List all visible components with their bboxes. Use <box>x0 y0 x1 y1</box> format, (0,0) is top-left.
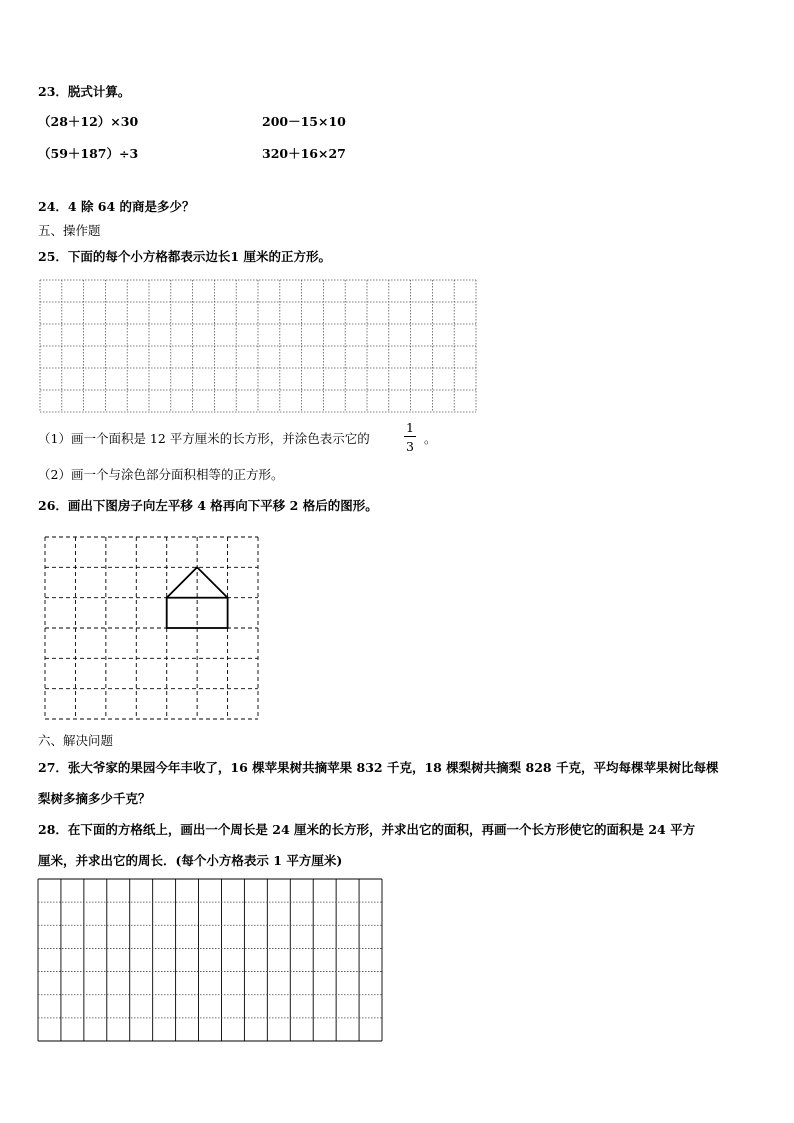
q26-title: 26．画出下图房子向左平移 4 格再向下平移 2 格后的图形。 <box>38 498 378 513</box>
fraction-bar <box>404 436 416 437</box>
q23-expr-3: （59＋187）÷3 <box>38 146 139 161</box>
q25-grid <box>40 280 476 412</box>
q23-expr-2: 200－15×10 <box>262 114 346 129</box>
section-5-title: 五、操作题 <box>38 223 101 238</box>
q25-sub2-text: （2）画一个与涂色部分面积相等的正方形。 <box>38 467 284 482</box>
q25-sub1-text: （1）画一个面积是 12 平方厘米的长方形，并涂色表示它的 <box>38 431 370 446</box>
house-figure <box>167 567 228 628</box>
q26-grid <box>45 537 258 719</box>
fraction-denominator: 3 <box>406 439 414 454</box>
q28-line-1: 28．在下面的方格纸上，画出一个周长是 24 厘米的长方形，并求出它的面积，再画一个长方形使它的面积是 24 平方 <box>38 822 696 837</box>
q27-line-1: 27．张大爷家的果园今年丰收了，16 棵苹果树共摘苹果 832 千克，18 棵梨树共摘梨 828 千克，平均每棵苹果树比每棵 <box>38 760 719 775</box>
q23-title: 23．脱式计算。 <box>38 84 131 99</box>
q28-grid <box>38 879 382 1041</box>
q23-expr-1: （28＋12）×30 <box>38 114 139 129</box>
section-6-title: 六、解决问题 <box>38 733 114 748</box>
q24-title: 24．4 除 64 的商是多少？ <box>38 199 195 214</box>
q27-line-2: 梨树多摘多少千克？ <box>38 791 151 806</box>
q23-expr-4: 320＋16×27 <box>262 146 346 161</box>
fraction-numerator: 1 <box>406 420 414 435</box>
q25-sub1-end: 。 <box>424 431 437 446</box>
q28-line-2: 厘米，并求出它的周长．(每个小方格表示 1 平方厘米) <box>38 853 343 868</box>
q25-title: 25．下面的每个小方格都表示边长1 厘米的正方形。 <box>38 249 331 264</box>
